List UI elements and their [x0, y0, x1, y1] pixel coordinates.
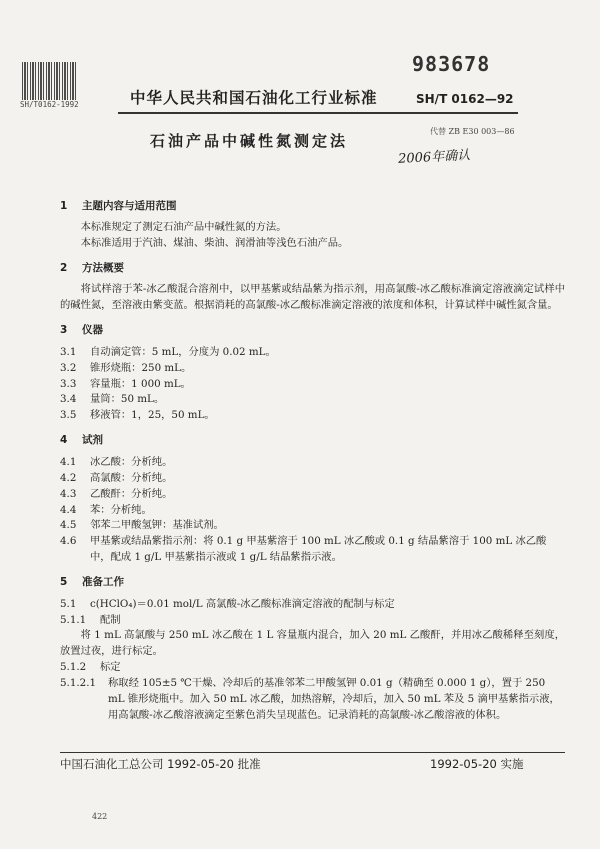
effective-date: 1992-05-20 实施 [430, 757, 524, 771]
section-3 [60, 322, 565, 424]
list-item: 3.1 自动滴定管：5 mL，分度为 0.02 mL。 [60, 345, 276, 358]
list-item: 3.4 量筒：50 mL。 [60, 393, 165, 406]
barcode-image [22, 62, 78, 100]
list-item: 4.6 甲基紫或结晶紫指示剂：将 0.1 g 甲基紫溶于 100 mL 冰乙酸或 0.1 g 结晶紫溶于 100 mL 冰乙酸中，配成 1 g/L 甲基紫指示液或 1 g/L 结晶紫指示液。 [60, 535, 547, 564]
standard-code: SH/T 0162—92 [416, 92, 514, 106]
list-item: 3.5 移液管：1，25，50 mL。 [60, 409, 215, 422]
subsection-heading: 5.1.1 配制 [60, 613, 121, 626]
document-body [60, 198, 565, 732]
list-item: 3.2 锥形烧瓶：250 mL。 [60, 361, 192, 374]
paragraph: 将试样溶于苯-冰乙酸混合溶剂中，以甲基紫或结晶紫为指示剂，用高氯酸-冰乙酸标准滴定溶液滴定试样中的碱性氮，至溶液由紫变蓝。根据消耗的高氯酸-冰乙酸标准滴定溶液的浓度和体积，计算试样中碱性氮含量。 [60, 283, 565, 312]
footer-divider [60, 752, 565, 753]
section-heading: 3 仪器 [60, 324, 103, 337]
paragraph: 将 1 mL 高氯酸与 250 mL 冰乙酸在 1 L 容量瓶内混合，加入 20 mL 乙酸酐，并用冰乙酸稀释至刻度，放置过夜，进行标定。 [60, 629, 565, 658]
section-heading: 5 准备工作 [60, 576, 124, 589]
section-heading: 2 方法概要 [60, 262, 124, 275]
section-2 [60, 260, 565, 314]
org-title: 中华人民共和国石油化工行业标准 [130, 89, 378, 107]
replaces-note: 代替 ZB E30 003—86 [430, 127, 515, 136]
approval-date: 中国石油化工总公司 1992-05-20 批准 [60, 757, 261, 771]
document-title: 石油产品中碱性氮测定法 [150, 132, 349, 150]
list-item: 4.2 高氯酸：分析纯。 [60, 471, 173, 484]
section-4 [60, 432, 565, 566]
subsection-heading: 5.1.2 标定 [60, 661, 121, 674]
section-heading: 1 主题内容与适用范围 [60, 200, 177, 212]
subsection-heading: 5.1 c(HClO₄)＝0.01 mol/L 高氯酸-冰乙酸标准滴定溶液的配制与标定 [60, 597, 395, 610]
page-number: 422 [92, 812, 108, 821]
paragraph: 本标准适用于汽油、煤油、柴油、润滑油等浅色石油产品。 [80, 237, 349, 250]
list-item: 4.1 冰乙酸：分析纯。 [60, 455, 173, 468]
list-item: 4.5 邻苯二甲酸氢钾：基准试剂。 [60, 519, 224, 532]
subsection-paragraph: 5.1.2.1 称取经 105±5 ℃干燥、冷却后的基准邻苯二甲酸氢钾 0.01 g（精确至 0.000 1 g），置于 250 mL 锥形烧瓶中。加入 50 mL 冰乙酸，加热溶解，冷却后，加入 50 mL 苯及 5 滴甲基紫指示液，用高氯酸-冰乙酸溶液滴定至紫色消失呈现蓝色。记录消耗的高氯酸-冰乙酸溶液的体积。 [60, 677, 560, 722]
list-item: 4.3 乙酸酐：分析纯。 [60, 487, 173, 500]
section-1 [60, 198, 565, 252]
section-5 [60, 574, 565, 724]
header-divider [118, 112, 518, 114]
section-heading: 4 试剂 [60, 434, 103, 447]
list-item: 3.3 容量瓶：1 000 mL。 [60, 377, 191, 390]
list-item: 4.4 苯：分析纯。 [60, 503, 152, 516]
doc-number: 983678 [412, 52, 491, 76]
paragraph: 本标准规定了测定石油产品中碱性氮的方法。 [80, 221, 287, 234]
confirmation-handwriting: 2006年确认 [397, 148, 471, 167]
barcode-code: SH/T0162-1992 [20, 100, 79, 109]
